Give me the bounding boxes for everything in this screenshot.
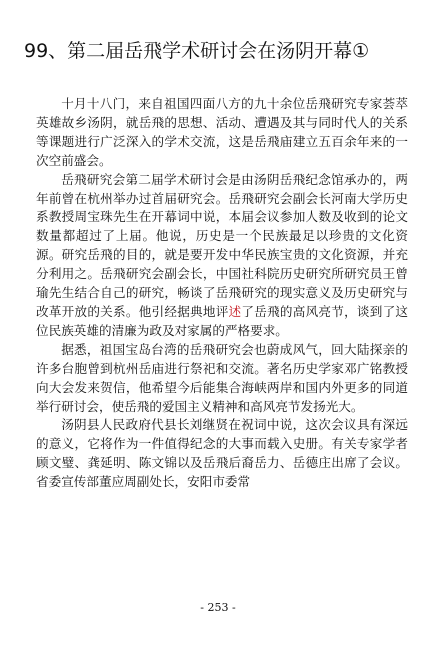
- paragraph-2: [36, 171, 408, 341]
- article-body: [36, 95, 408, 492]
- paragraph-2-text-after: 了岳飛的高风亮节，谈到了这位民族英雄的清廉为政及对家属的严格要求。: [36, 303, 409, 338]
- paragraph-4: 汤阴县人民政府代县长刘继贤在祝词中说，这次会议具有深远的意义，它将作为一件值得纪念的大事而载入史册。有关专家学者顾文璧、龚延明、陈文锦以及岳飛后裔岳力、岳德庄出席了会议。省委宣传部董应周副处长，安阳市委常: [36, 417, 408, 490]
- paragraph-3: 据悉，祖国宝岛台湾的岳飛研究会也蔚成风气，回大陆探亲的许多台胞曾到杭州岳庙进行祭祀和交流。著名历史学家邓广铭教授向大会发来贺信，他希望今后能集合海峡两岸和国内外更多的同道举行研讨会，使岳飛的爱国主义精神和高风亮节发扬光大。: [36, 341, 408, 414]
- paragraph-2-text-before: 岳飛研究会第二届学术研讨会是由汤阴岳飛纪念馆承办的，两年前曾在杭州举办过首届研究会。岳飛研究会副会长河南大学历史系教授周宝珠先生在开幕词中说，本届会议参加人数及收到的论文数量都超过了上届。他说，历史是一个民族最足以珍贵的文化资源。研究岳飛的目的，就是要开发中华民族宝贵的文化资源，并充分利用之。岳飛研究会副会长，中国社科院历史研究所研究员王曾瑜先生结合自己的研究，畅谈了岳飛研究的现实意义及历史研究与改革开放的关系。他引经据典地评: [36, 171, 408, 319]
- paragraph-1: 十月十八门，来自祖国四面八方的九十余位岳飛研究专家荟萃英雄故乡汤阴，就岳飛的思想、活动、遭遇及其与同时代人的关系等课题进行广泛深入的学术交流，这是岳飛庙建立五百余年来的一次空前盛会。: [36, 96, 408, 168]
- highlighted-character: 述: [228, 303, 242, 319]
- article-title: 99、第二届岳飛学术研讨会在汤阴开幕①: [24, 40, 370, 62]
- page-number: - 253 -: [200, 601, 236, 614]
